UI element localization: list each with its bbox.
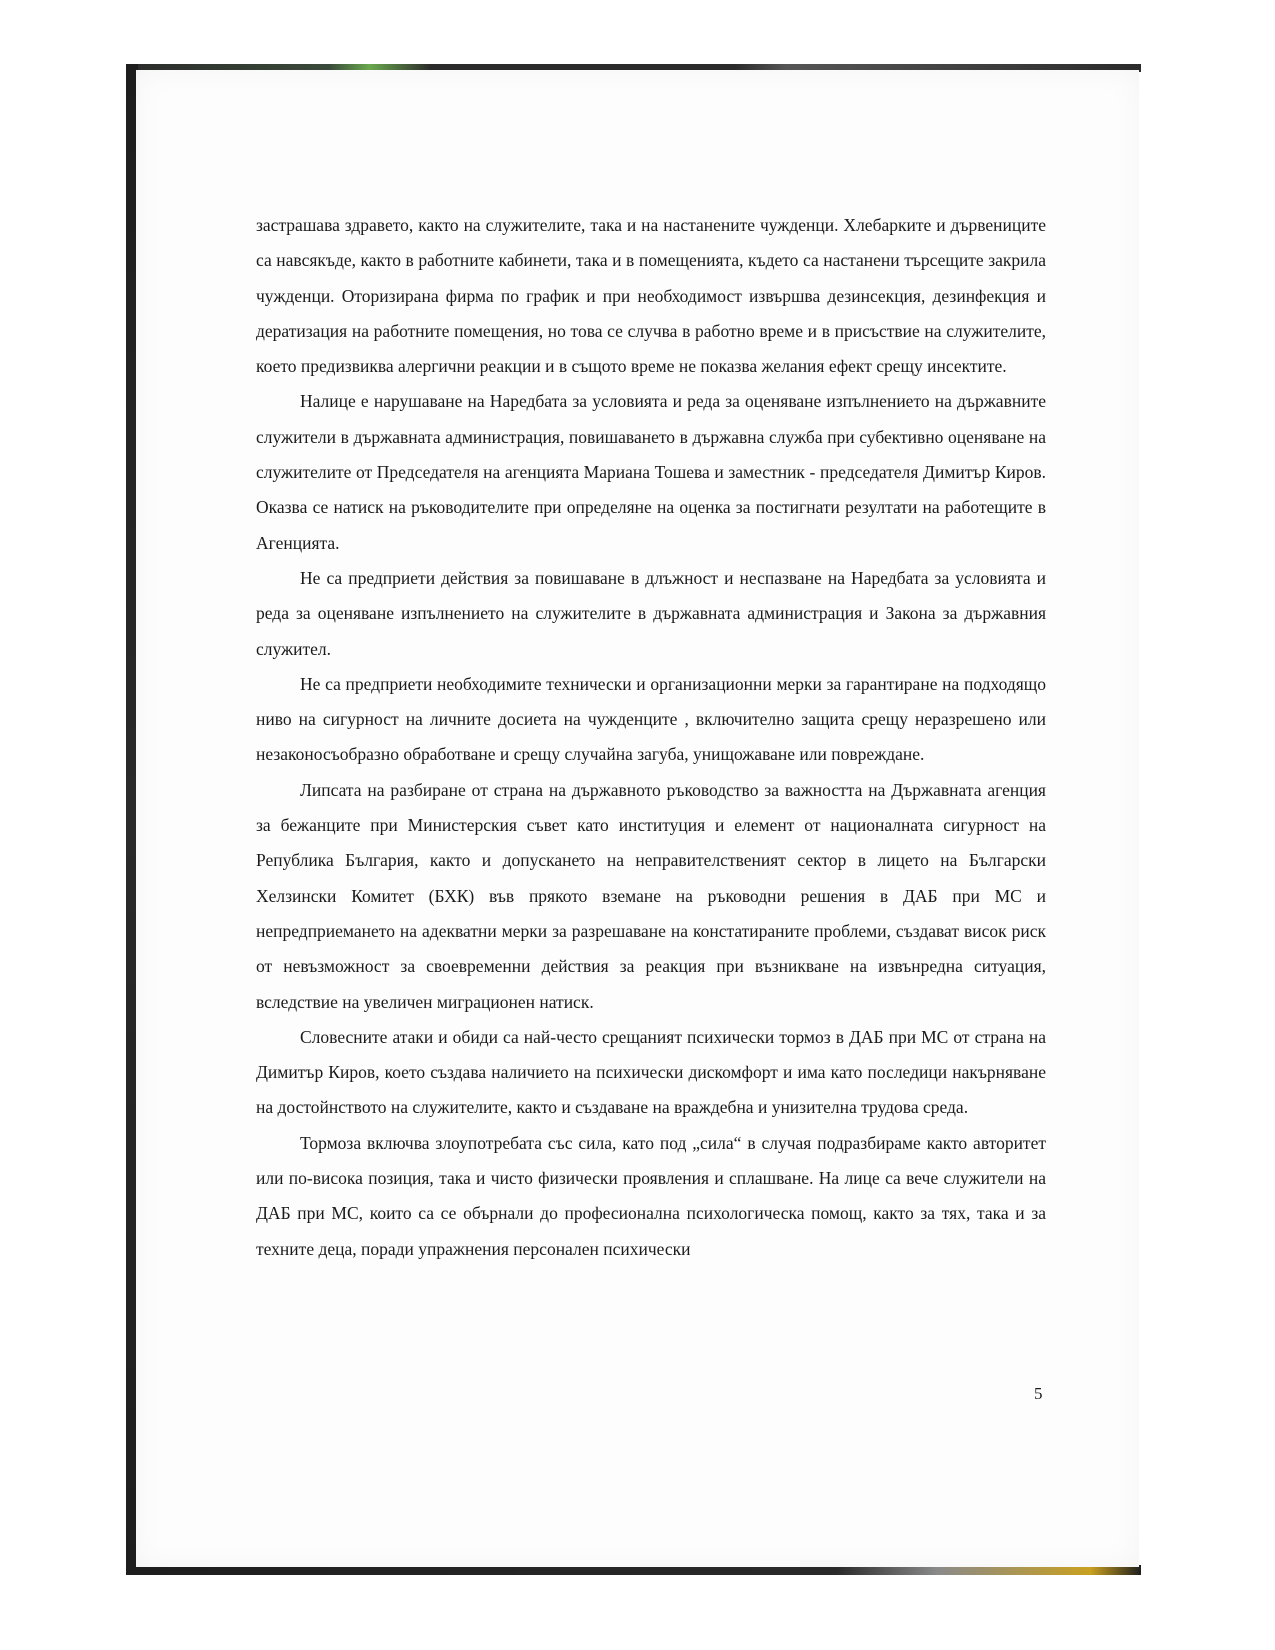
paragraph-national-security: Липсата на разбиране от страна на държавното ръководство за важността на Държавната агенция за бежанците при Министерския съвет като институция и елемент от националната сигурност на Република България, както и допускането на неправителственият сектор в лицето на Български Хелзински Комитет (БХК) във прякото вземане на ръководни решения в ДАБ при МС и непредприемането на адекватни мерки за разрешаване на констатираните проблеми, създават висок риск от невъзможност за своевременни действия за реакция при възникване на извънредна ситуация, вследствие на увеличен миграционен натиск. [256, 779, 1046, 1012]
paragraph-evaluation-violation: Налице е нарушаване на Наредбата за условията и реда за оценяване изпълнението на държавните служители в държавната администрация, повишаването в държавна служба при субективно оценяване на служителите от Председателя на агенцията Мариана Тошева и заместник - председателя Димитър Киров. Оказва се натиск на ръководителите при определяне на оценка за постигнати резултати на работещите в Агенцията. [256, 391, 1046, 553]
paragraph-continuation: застрашава здравето, както на служителите, така и на настанените чужденци. Хлебарките и дървениците са навсякъде, както в работните кабинети, така и в помещенията, където са настанени търсещите закрила чужденци. Оторизирана фирма по график и при необходимост извършва дезинсекция, дезинфекция и дератизация на работните помещения, но това се случва в работно време и в присъствие на служителите, което предизвиква алергични реакции и в същото време не показва желания ефект срещу инсектите. [256, 215, 1046, 377]
page-number: 5 [1034, 1384, 1043, 1403]
paragraph-personal-files-security: Не са предприети необходимите технически и организационни мерки за гарантиране на подходящо ниво на сигурност на личните досиета на чужденците , включително защита срещу неразрешено или незаконосъобразно обработване и срещу случайна загуба, унищожаване или повреждане. [256, 673, 1046, 765]
paragraph-harassment: Тормоза включва злоупотребата със сила, като под „сила“ в случая подразбираме както авторитет или по-висока позиция, така и чисто физически проявления и сплашване. На лице са вече служители на ДАБ при МС, които са се обърнали до професионална психологическа помощ, както за тях, така и за техните деца, поради упражнения персонален психически [256, 1132, 1046, 1259]
document-body [256, 208, 1046, 1267]
paragraph-verbal-attacks: Словесните атаки и обиди са най-често срещаният психически тормоз в ДАБ при МС от страна на Димитър Киров, което създава наличието на психически дискомфорт и има като последици накърняване на достойнството на служителите, както и създаване на враждебна и унизителна трудова среда. [256, 1026, 1046, 1118]
paragraph-promotion: Не са предприети действия за повишаване в длъжност и неспазване на Наредбата за условията и реда за оценяване изпълнението на служителите в държавната администрация и Закона за държавния служител. [256, 567, 1046, 659]
